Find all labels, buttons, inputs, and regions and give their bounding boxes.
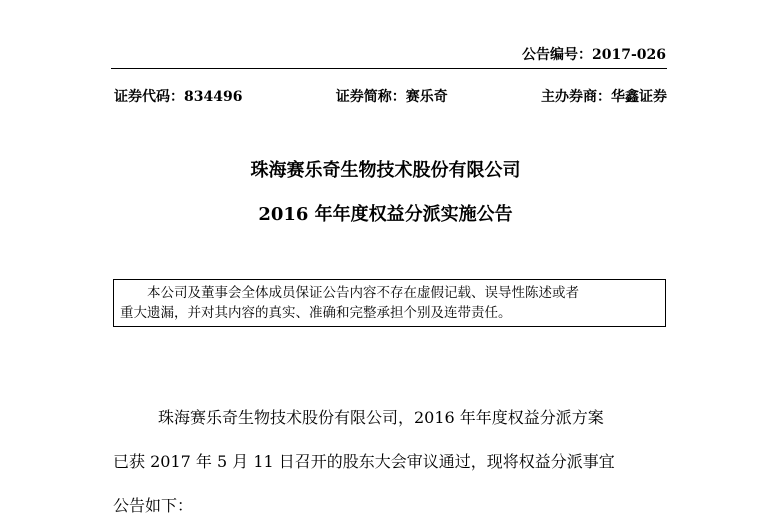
body-line-1: 珠海赛乐奇生物技术股份有限公司，2016 年年度权益分派方案 (158, 408, 604, 427)
responsibility-statement-box (113, 279, 666, 327)
notice-number: 公告编号：2017-026 (522, 47, 666, 63)
company-title: 珠海赛乐奇生物技术股份有限公司 (250, 160, 521, 181)
statement-line-1: 本公司及董事会全体成员保证公告内容不存在虚假记载、误导性陈述或者 (147, 285, 579, 301)
statement-line-2: 重大遗漏，并对其内容的真实、准确和完整承担个别及连带责任。 (120, 305, 512, 321)
security-code: 证券代码：834496 (114, 89, 243, 105)
sponsor-broker: 主办券商：华鑫证券 (540, 89, 667, 105)
header-divider (111, 68, 667, 69)
security-info-row (114, 86, 667, 106)
security-abbreviation: 证券简称：赛乐奇 (335, 89, 448, 105)
body-line-3: 公告如下： (113, 496, 194, 515)
body-paragraph (113, 396, 666, 528)
announcement-title: 2016 年年度权益分派实施公告 (258, 204, 513, 225)
body-line-2: 已获 2017 年 5 月 11 日召开的股东大会审议通过，现将权益分派事宜 (113, 452, 615, 471)
